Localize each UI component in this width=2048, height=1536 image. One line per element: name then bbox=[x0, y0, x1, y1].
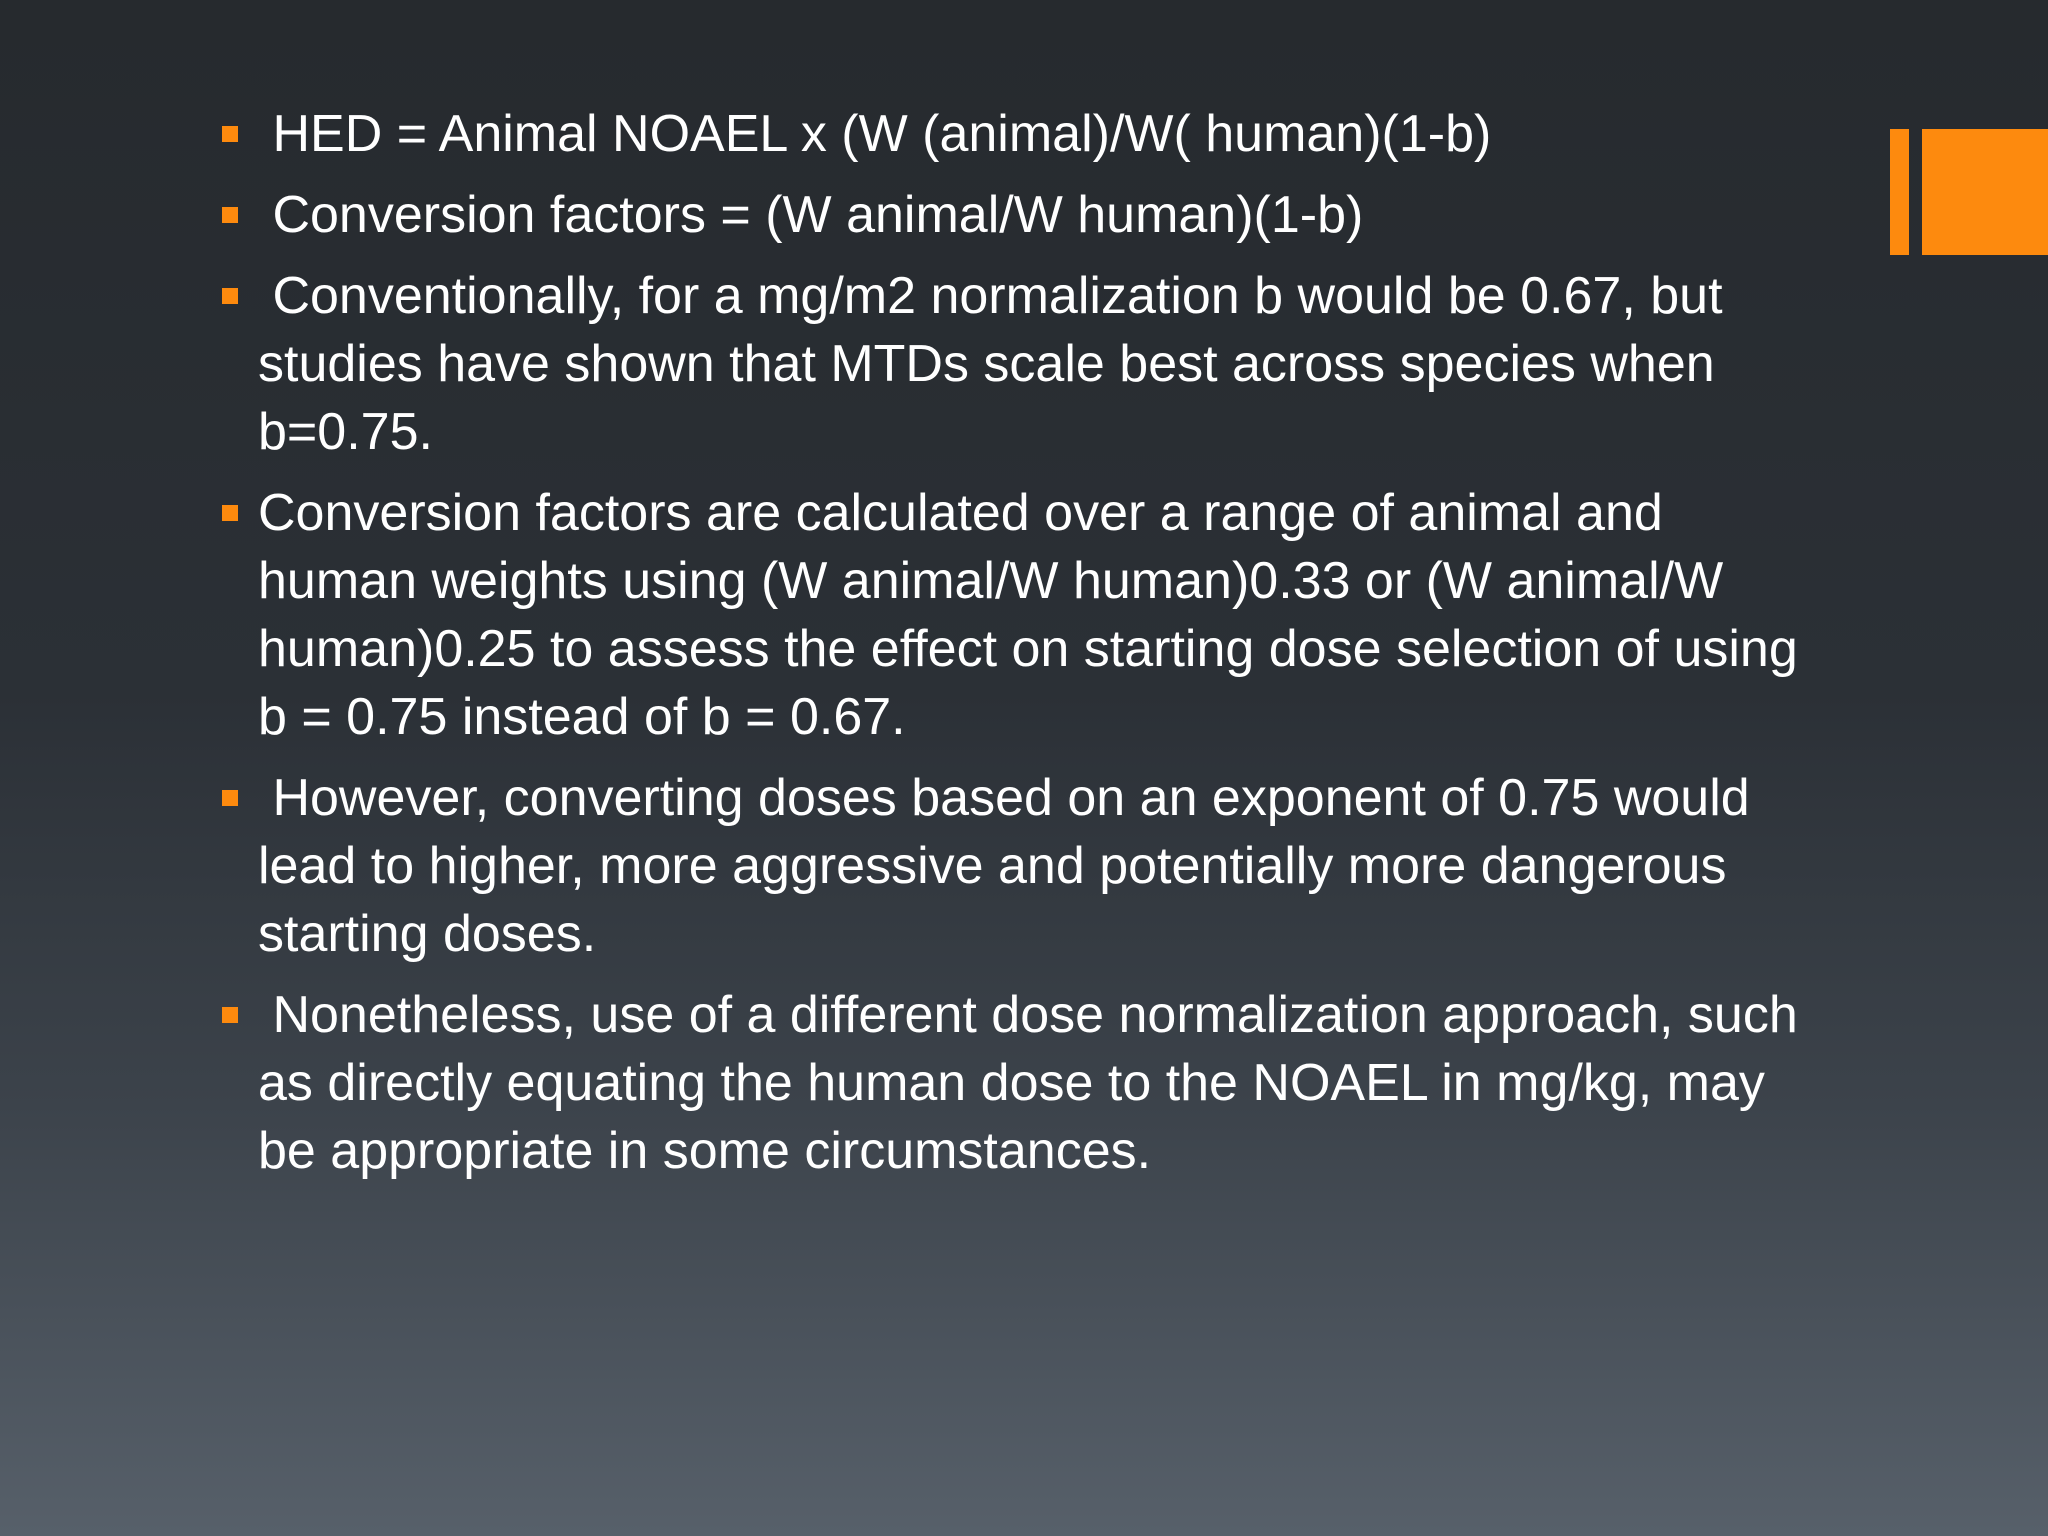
bullet-item bbox=[218, 981, 1818, 1185]
square-bullet-icon bbox=[222, 790, 238, 806]
accent-bar-thick bbox=[1922, 129, 2048, 255]
bullet-item bbox=[218, 262, 1818, 466]
bullet-item bbox=[218, 100, 1818, 168]
bullet-text: Conversion factors are calculated over a range of animal and human weights using (W animal/W human)0.33 or (W animal/W human)0.25 to assess the effect on starting dose selection of using b = 0.75 instead of b = 0.67. bbox=[258, 484, 1813, 746]
bullet-text: HED = Animal NOAEL x (W (animal)/W( human)(1-b) bbox=[258, 105, 1492, 163]
square-bullet-icon bbox=[222, 505, 238, 521]
square-bullet-icon bbox=[222, 207, 238, 223]
square-bullet-icon bbox=[222, 1007, 238, 1023]
bullet-item bbox=[218, 479, 1818, 751]
square-bullet-icon bbox=[222, 126, 238, 142]
accent-bar-thin bbox=[1890, 129, 1909, 255]
bullet-text: Conversion factors = (W animal/W human)(1-b) bbox=[258, 186, 1364, 244]
bullet-item bbox=[218, 764, 1818, 968]
bullet-text: However, converting doses based on an exponent of 0.75 would lead to higher, more aggressive and potentially more dangerous starting doses. bbox=[258, 769, 1765, 963]
bullet-list bbox=[218, 100, 1818, 1198]
bullet-text: Conventionally, for a mg/m2 normalization b would be 0.67, but studies have shown that MTDs scale best across species when b=0.75. bbox=[258, 267, 1737, 461]
square-bullet-icon bbox=[222, 288, 238, 304]
bullet-item bbox=[218, 181, 1818, 249]
bullet-text: Nonetheless, use of a different dose normalization approach, such as directly equating the human dose to the NOAEL in mg/kg, may be appropriate in some circumstances. bbox=[258, 986, 1813, 1180]
